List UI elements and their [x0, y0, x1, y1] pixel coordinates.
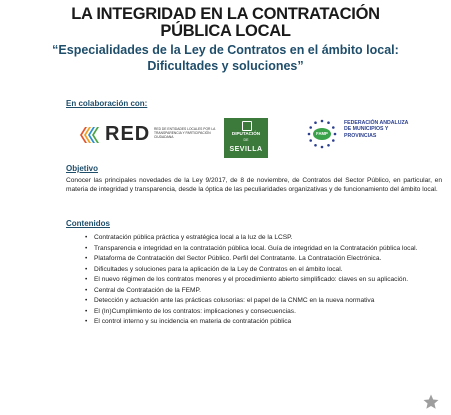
sevilla-logo-line-1: DIPUTACIÓN: [231, 131, 261, 136]
red-logo: [78, 120, 216, 150]
sevilla-logo-line-2: DE: [243, 138, 249, 142]
bullet-icon: •: [85, 255, 88, 262]
bullet-icon: •: [85, 276, 88, 283]
list-item: • El nuevo régimen de los contratos menores y el procedimiento abierto simplificado: claves en su aplicación.: [85, 276, 409, 283]
star-icon[interactable]: [422, 393, 440, 411]
red-logo-description: RED DE ENTIDADES LOCALES POR LA TRANSPARENCIA Y PARTICIPACIÓN CIUDADANA: [154, 127, 216, 140]
sevilla-crest-icon: [242, 121, 252, 131]
contents-list: [86, 234, 448, 329]
bullet-icon: •: [85, 286, 88, 294]
bullet-icon: •: [85, 265, 88, 273]
list-item: • El (In)Cumplimiento de los contratos: implicaciones y consecuencias.: [85, 307, 296, 315]
contents-heading: Contenidos: [66, 219, 110, 228]
red-logo-glyph-icon: [78, 122, 104, 148]
list-item: • Dificultades y soluciones para la aplicación de la Ley de Contratos en el ámbito local.: [85, 265, 343, 273]
sevilla-logo-line-3: SEVILLA: [229, 146, 263, 153]
list-item: • Detección y actuación ante las prácticas colusorias: el papel de la CNMC en la nueva normativa: [85, 297, 375, 304]
objective-text: Conocer las principales novedades de la Ley 9/2017, de 8 de noviembre, de Contratos del Sector Público, en particular, en materia de integridad y transparencia, desde la óptica de las peculiaridades organizativas y de funcionamiento del ámbito local.: [66, 177, 442, 193]
list-item: • Contratación pública práctica y estratégica local a la luz de la LCSP.: [85, 234, 293, 241]
famp-logo-name: FEDERACIÓN ANDALUZA DE MUNICIPIOS Y PROVINCIAS: [344, 120, 409, 139]
title-line-2: PÚBLICA LOCAL: [160, 22, 291, 40]
list-item: • Plataforma de Contratación del Sector Público. Perfil del Contratante. La Contratación Electrónica.: [85, 255, 382, 262]
famp-emblem-text: FAMP: [316, 131, 328, 136]
sevilla-logo: [224, 118, 268, 158]
bullet-icon: •: [85, 244, 88, 252]
list-item: • Central de Contratación de la FEMP.: [85, 286, 201, 294]
red-logo-word: RED: [105, 123, 151, 145]
famp-logo: [306, 116, 416, 156]
list-item: • Transparencia e integridad en la contratación pública local. Guía de integridad en la Contratación pública local.: [85, 244, 418, 252]
bullet-icon: •: [85, 318, 88, 325]
bullet-icon: •: [85, 234, 88, 241]
subtitle-line-2: Dificultades y soluciones”: [147, 59, 304, 73]
title-line-1: LA INTEGRIDAD EN LA CONTRATACIÓN: [71, 5, 380, 23]
list-item: • El control interno y su incidencia en materia de contratación pública: [85, 318, 292, 325]
objective-heading: Objetivo: [66, 164, 99, 173]
document-subtitle: [0, 42, 451, 74]
bullet-icon: •: [85, 297, 88, 304]
collaboration-heading: En colaboración con:: [66, 99, 148, 108]
subtitle-line-1: “Especialidades de la Ley de Contratos en el ámbito local:: [52, 43, 399, 57]
document-title: [0, 6, 451, 40]
bullet-icon: •: [85, 307, 88, 315]
